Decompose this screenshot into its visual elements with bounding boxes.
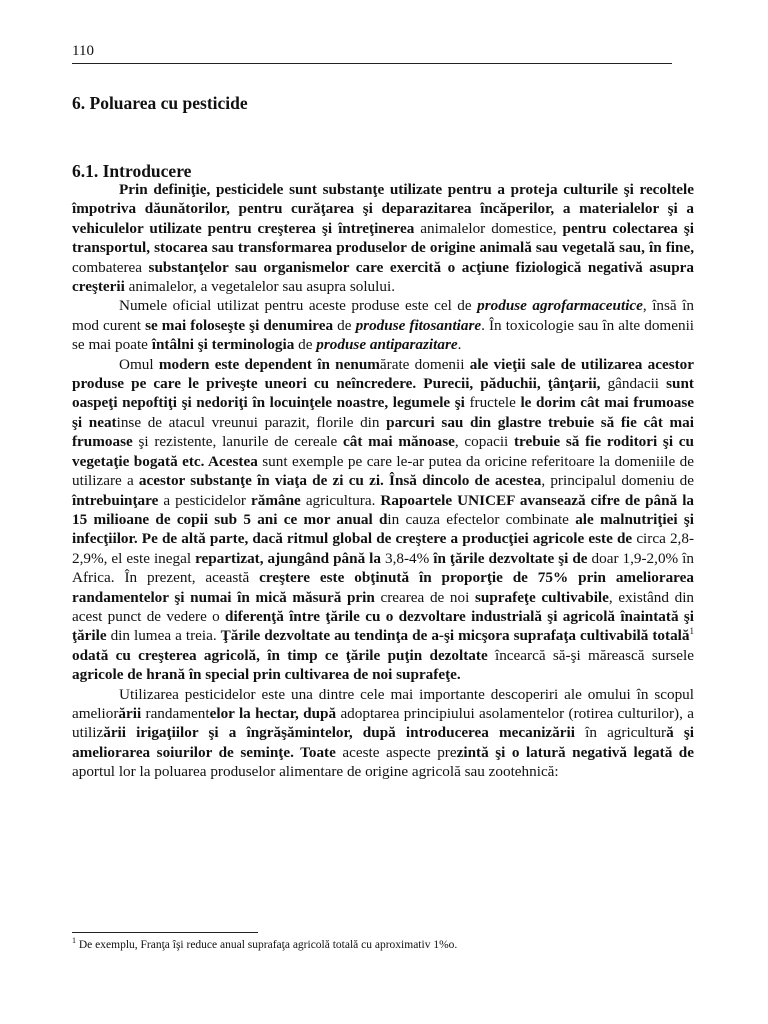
- text-run: Utilizarea pesticidelor este una dintre cele mai importante descoperiri ale omului în scopul amelior: [72, 685, 694, 722]
- text-run: randament: [141, 704, 210, 722]
- paragraph-2: [72, 296, 694, 354]
- text-run: .: [457, 336, 462, 354]
- footnote-marker: 1: [72, 936, 76, 946]
- text-run: animalelor, a vegetalelor sau asupra solului.: [124, 278, 395, 296]
- body-text: [72, 180, 694, 782]
- paragraph-3: [72, 355, 694, 685]
- text-run: zintă şi o latură negativă legată de: [456, 743, 694, 761]
- text-run: cât mai mănoase: [343, 433, 455, 451]
- text-run: produse fitosantiare: [355, 316, 482, 334]
- text-run: animalelor domestice,: [414, 219, 563, 237]
- text-run: încearcă să-şi mărească sursele: [487, 646, 694, 664]
- text-run: agricultura.: [300, 491, 381, 509]
- text-run: rămâne: [251, 491, 301, 509]
- text-run: sunt oaspeţi nepoftiţi şi nedoriţi în locuinţele noastre, legumele şi: [72, 375, 694, 412]
- text-run: crearea de noi: [374, 588, 475, 606]
- text-run: întrebuinţare: [72, 491, 159, 509]
- text-run: Numele oficial utilizat pentru aceste produse este cel de: [119, 297, 478, 315]
- text-run: circa 2,8-2,9%, el este inegal: [72, 530, 694, 567]
- text-run: , însă în mod curent: [72, 297, 694, 334]
- footnote-text: De exemplu, Franţa îşi reduce anual suprafaţa agricolă totală cu aproximativ 1%o.: [76, 939, 458, 951]
- text-run: produse antiparazitare: [316, 336, 458, 354]
- text-run: le dorim cât mai frumoase şi neat: [72, 394, 694, 431]
- text-run: gândacii: [600, 375, 667, 393]
- text-run: de: [333, 316, 356, 334]
- text-run: din lumea a treia.: [106, 627, 221, 645]
- text-run: ării: [118, 704, 142, 722]
- text-run: substanţelor sau organismelor care exercită o acţiune fiziologică negativă asupra creşterii: [72, 258, 695, 296]
- text-run: aportul lor la poluarea produselor alimentare de origine agricolă sau zootehnică:: [72, 763, 559, 781]
- text-run: , principalul domeniu de: [541, 472, 695, 490]
- header-rule: [72, 63, 672, 64]
- text-run: pentru colectarea şi transportul, stocarea sau transformarea produselor de origine animală sau vegetală sau, în fine,: [72, 219, 695, 257]
- text-run: a pesticidelor: [158, 491, 252, 509]
- text-run: de: [294, 336, 317, 354]
- text-run: produse agrofarmaceutice: [477, 297, 643, 315]
- text-run: aceste aspecte pre: [335, 743, 457, 761]
- text-run: Rapoartele UNICEF avansează cifre de până la 15 milioane de copii sub 5 ani ce mor anual d: [72, 491, 695, 528]
- text-run: 3,8-4%: [381, 549, 434, 567]
- text-run: , existând din acest punct de vedere o: [72, 588, 695, 625]
- text-run: adoptarea principiului asolamentelor (rotirea culturilor), a utiliz: [72, 704, 694, 742]
- text-run: Omul: [119, 355, 159, 373]
- text-run: şi rezistente, lanurile de cereale: [132, 433, 343, 451]
- text-run: agricole de hrană în special prin cultivarea de noi suprafeţe.: [72, 666, 461, 684]
- text-run: in cauza efectelor combinate: [387, 510, 576, 528]
- text-run: suprafeţe cultivabile: [475, 588, 609, 606]
- footnote: [72, 938, 672, 952]
- text-run: modern este dependent în nenum: [158, 355, 380, 373]
- text-run: fructele: [464, 394, 521, 412]
- section-title: 6.1. Introducere: [72, 161, 192, 181]
- text-run: întâlni şi terminologia: [151, 336, 295, 354]
- text-run: trebuie să fie roditori şi cu vegetaţie bogată etc. Acestea: [72, 433, 694, 470]
- text-run: repartizat, ajungând până la: [195, 549, 381, 567]
- text-run: , copacii: [454, 433, 514, 451]
- footnote-rule: [72, 932, 258, 933]
- text-run: acestor substanţe în viaţa de zi cu zi. Însă dincolo de acestea: [138, 472, 542, 490]
- paragraph-4: [72, 685, 694, 782]
- text-run: ărate domenii: [379, 355, 470, 373]
- text-run: sunt exemple pe care le-ar putea da oricine referitoare la domeniile de utilizare a: [72, 452, 695, 490]
- text-run: în ţările dezvoltate şi de: [433, 549, 588, 567]
- text-run: doar 1,9-2,0% în Africa. În prezent, această: [72, 549, 694, 587]
- chapter-title: 6. Poluarea cu pesticide: [72, 93, 248, 113]
- text-run: ă şi ameliorarea soiurilor de seminţe. Toate: [72, 724, 694, 761]
- text-run: Prin definiţie, pesticidele sunt substanţe utilizate pentru a proteja culturile şi recoltele împotriva dăunătorilor, pentru curăţarea şi deparazitarea încăperilor, a materialelor şi a vehiculelor utilizate pentru creşterea şi întreţinerea: [72, 181, 694, 237]
- text-run: creştere este obţinută în proporţie de 75% prin ameliorarea randamentelor şi numai în mică măsură prin: [72, 569, 694, 606]
- text-run: parcuri sau din glastre trebuie să fie cât mai frumoase: [72, 413, 694, 451]
- text-run: inse de atacul vreunui parazit, florile din: [116, 413, 387, 431]
- text-run: Ţările dezvoltate au tendinţa de a-şi micşora suprafaţa cultivabilă totală: [220, 627, 690, 645]
- text-run: elor la hectar, după: [209, 704, 337, 722]
- text-run: . În toxicologie sau în alte domenii se mai poate: [72, 316, 695, 354]
- text-run: ării irigaţiilor şi a îngrăşămintelor, după introducerea mecanizării: [103, 724, 575, 742]
- footnote-reference: 1: [689, 626, 694, 637]
- text-run: în agricultur: [574, 724, 667, 742]
- text-run: diferenţă între ţările cu o dezvoltare industrială şi agricolă înaintată şi ţările: [72, 607, 694, 645]
- text-run: ale vieţii sale de utilizarea acestor produse pe care le priveşte uneori cu neîncredere. Purecii, păduchii, ţânţarii,: [72, 355, 694, 393]
- text-run: odată cu creşterea agricolă, în timp ce ţările puţin dezoltate: [72, 646, 488, 664]
- page-number: 110: [72, 43, 94, 59]
- text-run: se mai foloseşte şi denumirea: [145, 316, 334, 334]
- paragraph-1: [72, 180, 694, 296]
- text-run: ale malnutriţiei şi infecţiilor. Pe de altă parte, dacă ritmul global de creştere a producţiei agricole este de: [72, 510, 694, 548]
- text-run: combaterea: [72, 258, 149, 276]
